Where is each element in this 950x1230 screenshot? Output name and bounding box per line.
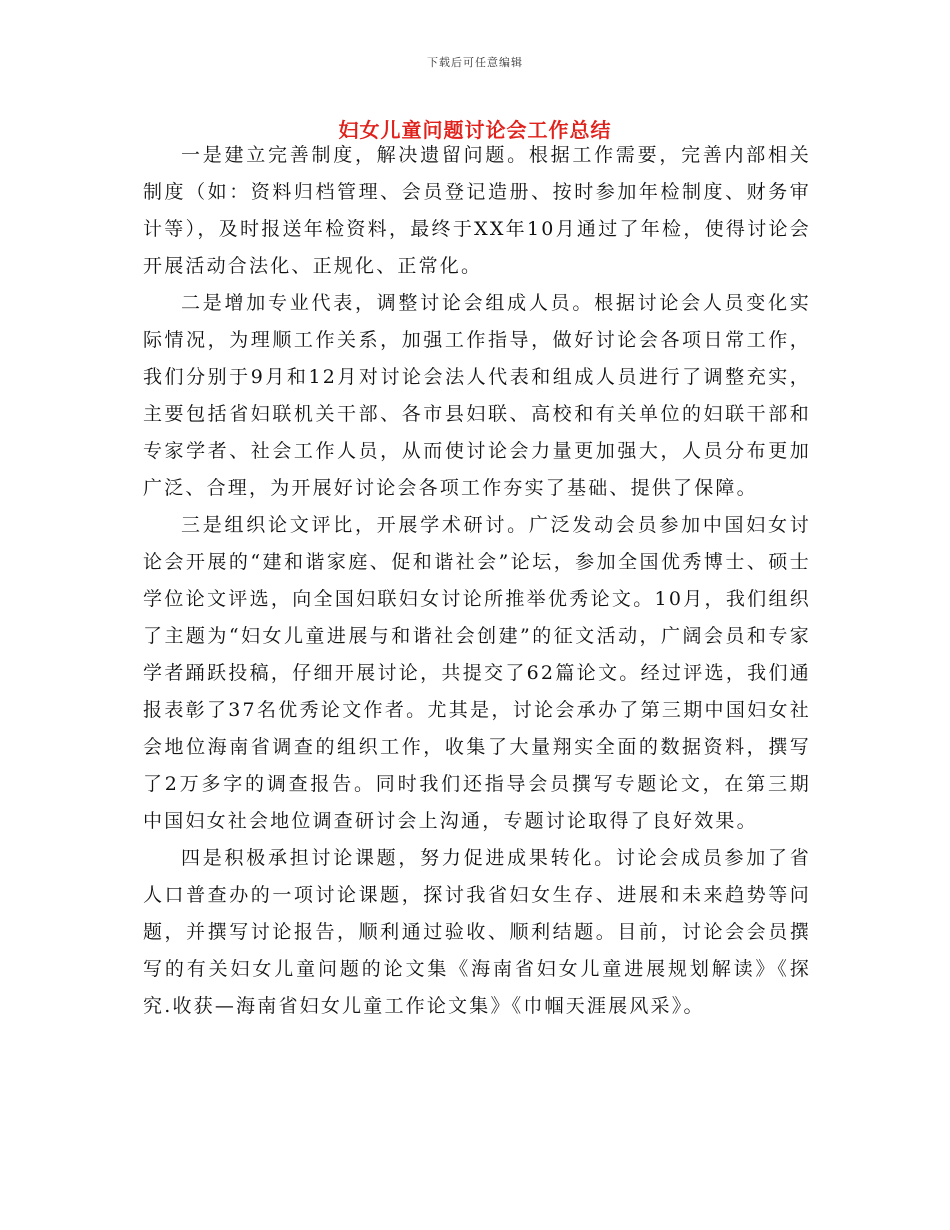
header-note: 下载后可任意编辑 bbox=[427, 56, 523, 69]
document-title: 妇女儿童问题讨论会工作总结 bbox=[338, 118, 612, 142]
paragraph-3: 三是组织论文评比，开展学术研讨。广泛发动会员参加中国妇女讨论会开展的“建和谐家庭、促和谐社会”论坛，参加全国优秀博士、硕士学位论文评选，向全国妇联妇女讨论所推举优秀论文。10月，我们组织了主题为“妇女儿童进展与和谐社会创建”的征文活动，广阔会员和专家学者踊跃投稿，仔细开展讨论，共提交了62篇论文。经过评选，我们通报表彰了37名优秀论文作者。尤其是，讨论会承办了第三期中国妇女社会地位海南省调查的组织工作，收集了大量翔实全面的数据资料，撰写了2万多字的调查报告。同时我们还指导会员撰写专题论文，在第三期中国妇女社会地位调查研讨会上沟通，专题讨论取得了良好效果。 bbox=[143, 514, 811, 832]
paragraph-1: 一是建立完善制度，解决遗留问题。根据工作需要，完善内部相关制度（如：资料归档管理、会员登记造册、按时参加年检制度、财务审计等），及时报送年检资料，最终于XX年10月通过了年检，使得讨论会开展活动合法化、正规化、正常化。 bbox=[143, 144, 811, 277]
paragraph-2: 二是增加专业代表，调整讨论会组成人员。根据讨论会人员变化实际情况，为理顺工作关系，加强工作指导，做好讨论会各项日常工作，我们分别于9月和12月对讨论会法人代表和组成人员进行了调整充实，主要包括省妇联机关干部、各市县妇联、高校和有关单位的妇联干部和专家学者、社会工作人员，从而使讨论会力量更加强大，人员分布更加广泛、合理，为开展好讨论会各项工作夯实了基础、提供了保障。 bbox=[143, 292, 811, 499]
paragraph-4: 四是积极承担讨论课题，努力促进成果转化。讨论会成员参加了省人口普查办的一项讨论课题，探讨我省妇女生存、进展和未来趋势等问题，并撰写讨论报告，顺利通过验收、顺利结题。目前，讨论会会员撰写的有关妇女儿童问题的论文集《海南省妇女儿童进展规划解读》《探究.收获—海南省妇女儿童工作论文集》《巾帼天涯展风采》。 bbox=[143, 847, 811, 1017]
document-body bbox=[143, 137, 811, 1025]
